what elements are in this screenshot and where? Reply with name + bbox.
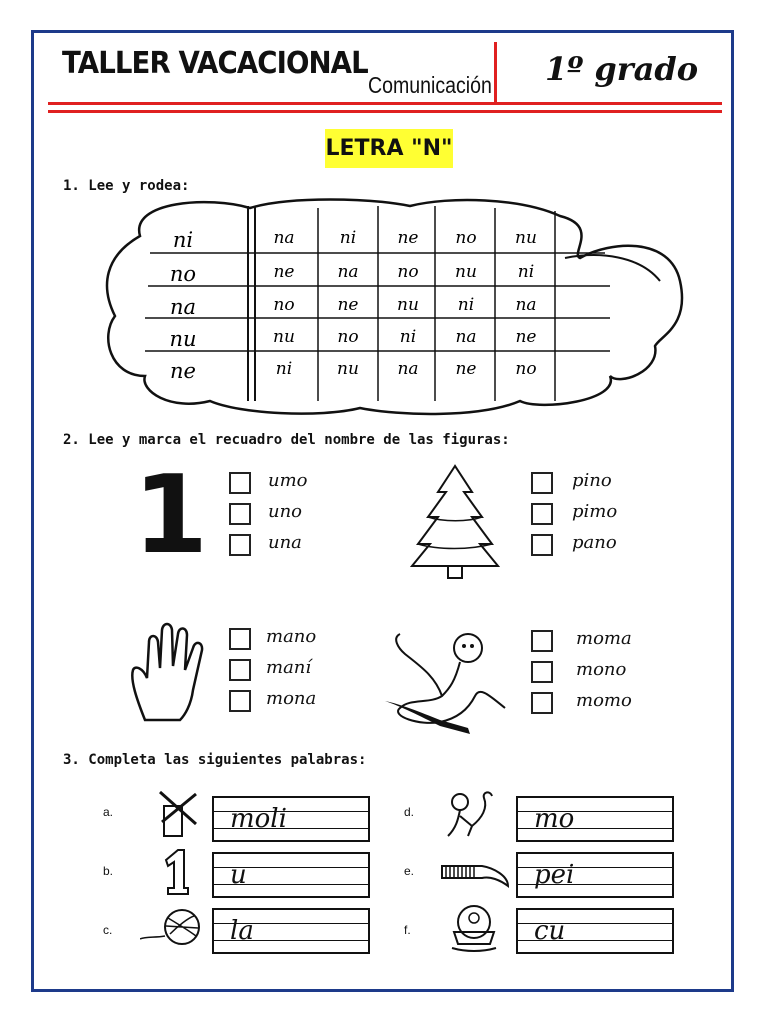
answer-option-label: una	[268, 532, 302, 553]
grade-label: 1º grado	[545, 50, 699, 88]
syllable-cell[interactable]: ne	[273, 262, 295, 282]
answer-option-label: momo	[576, 690, 632, 711]
word-fragment: moli	[230, 804, 287, 834]
cradle-icon	[448, 904, 500, 952]
worksheet-title: TALLER VACACIONAL	[62, 46, 368, 81]
answer-option-label: mona	[266, 688, 317, 709]
syllable-cell[interactable]: no	[397, 262, 419, 282]
syllable-cell[interactable]: nu	[515, 228, 537, 248]
item-letter: d.	[404, 805, 415, 819]
syllable-cell[interactable]: no	[455, 228, 477, 248]
answer-checkbox[interactable]	[229, 659, 251, 681]
syllable-cell[interactable]: ne	[337, 295, 359, 315]
word-fragment: pei	[534, 860, 575, 890]
syllable-cell[interactable]: ni	[339, 228, 357, 248]
monkey-small-icon	[438, 788, 498, 840]
syllable-cell[interactable]: ni	[457, 295, 475, 315]
syllable-cell[interactable]: nu	[455, 262, 477, 282]
syllable-cell[interactable]: ne	[455, 359, 477, 379]
answer-checkbox[interactable]	[229, 503, 251, 525]
syllable-cell[interactable]: na	[337, 262, 359, 282]
section1-instruction: 1. Lee y rodea:	[63, 178, 190, 194]
windmill-icon	[156, 788, 204, 838]
word-fragment: mo	[534, 804, 575, 834]
word-completion-field[interactable]	[516, 908, 674, 954]
syllable-cell[interactable]: ne	[515, 327, 537, 347]
syllable-cell[interactable]: nu	[273, 327, 295, 347]
syllable-cell[interactable]: na	[273, 228, 295, 248]
yarn-ball-icon	[140, 906, 202, 948]
answer-option-label: pano	[572, 532, 617, 553]
answer-checkbox[interactable]	[531, 503, 553, 525]
section2-instruction: 2. Lee y marca el recuadro del nombre de las figuras:	[63, 432, 510, 448]
answer-option-label: uno	[268, 501, 303, 522]
subject-label: Comunicación	[368, 72, 492, 98]
word-fragment: u	[230, 860, 247, 890]
number-one-icon: 1	[133, 453, 209, 578]
syllable-cell[interactable]: no	[515, 359, 537, 379]
word-completion-field[interactable]	[516, 796, 674, 842]
syllable-cell[interactable]: no	[273, 295, 295, 315]
syllable-cell[interactable]: nu	[397, 295, 419, 315]
syllable-cell[interactable]: ni	[399, 327, 417, 347]
syllable-cell[interactable]: no	[337, 327, 359, 347]
answer-checkbox[interactable]	[229, 628, 251, 650]
answer-option-label: moma	[576, 628, 632, 649]
syllable-cell[interactable]: ni	[275, 359, 293, 379]
answer-option-label: maní	[266, 657, 312, 678]
hand-icon	[125, 620, 213, 725]
section3-instruction: 3. Completa las siguientes palabras:	[63, 752, 367, 768]
answer-checkbox[interactable]	[531, 630, 553, 652]
word-completion-field[interactable]	[516, 852, 674, 898]
header-divider	[494, 42, 497, 102]
item-letter: e.	[404, 864, 415, 878]
answer-option-label: umo	[268, 470, 308, 491]
header-rule-bottom	[48, 110, 722, 113]
model-syllable[interactable]: no	[169, 262, 197, 286]
answer-option-label: pino	[572, 470, 612, 491]
header-rule-top	[48, 102, 722, 105]
answer-option-label: mono	[576, 659, 627, 680]
syllable-cell[interactable]: nu	[337, 359, 359, 379]
syllable-cell[interactable]: na	[455, 327, 477, 347]
word-fragment: la	[230, 916, 254, 946]
answer-checkbox[interactable]	[531, 472, 553, 494]
item-letter: f.	[404, 923, 411, 937]
item-letter: a.	[103, 805, 114, 819]
item-letter: c.	[103, 923, 113, 937]
model-syllable[interactable]: nu	[169, 327, 197, 351]
comb-icon	[438, 858, 512, 892]
answer-checkbox[interactable]	[531, 661, 553, 683]
answer-checkbox[interactable]	[531, 692, 553, 714]
answer-checkbox[interactable]	[531, 534, 553, 556]
syllable-cell[interactable]: ni	[517, 262, 535, 282]
monkey-icon	[380, 626, 520, 738]
syllable-cell[interactable]: ne	[397, 228, 419, 248]
answer-checkbox[interactable]	[229, 472, 251, 494]
answer-checkbox[interactable]	[229, 534, 251, 556]
model-syllable[interactable]: na	[169, 295, 197, 319]
syllable-cell[interactable]: na	[397, 359, 419, 379]
word-completion-field[interactable]	[212, 908, 370, 954]
topic-banner: LETRA "N"	[325, 129, 453, 168]
answer-option-label: pimo	[572, 501, 618, 522]
model-syllable[interactable]: ni	[172, 228, 194, 252]
answer-checkbox[interactable]	[229, 690, 251, 712]
model-syllable[interactable]: ne	[170, 359, 196, 383]
word-completion-field[interactable]	[212, 796, 370, 842]
answer-option-label: mano	[266, 626, 317, 647]
syllable-cell[interactable]: na	[515, 295, 537, 315]
number-one-outline-icon	[162, 848, 190, 896]
pine-tree-icon	[408, 462, 502, 582]
word-completion-field[interactable]	[212, 852, 370, 898]
item-letter: b.	[103, 864, 114, 878]
word-fragment: cu	[534, 916, 566, 946]
